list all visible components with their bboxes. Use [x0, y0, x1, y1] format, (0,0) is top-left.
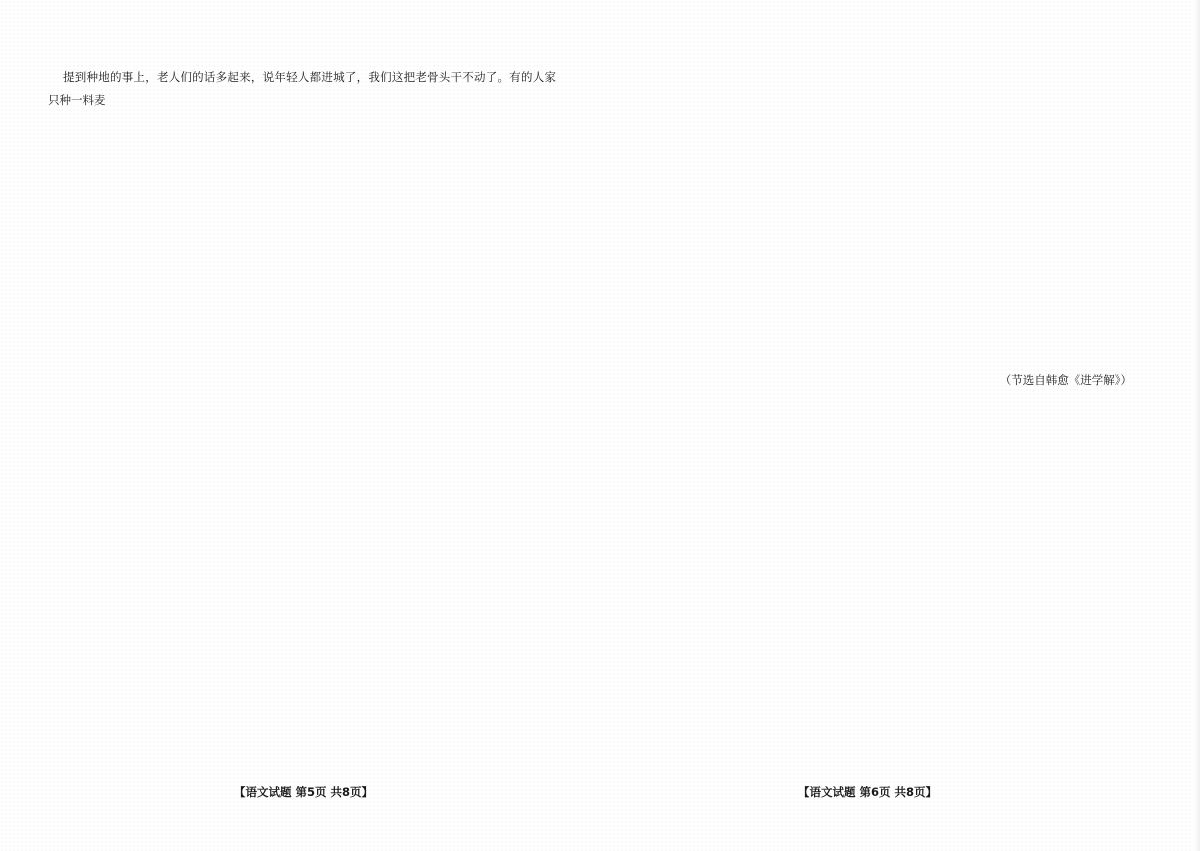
left-column — [48, 0, 556, 851]
opening-line: 提到种地的事上，老人们的话多起来，说年轻人都进城了，我们这把老骨头干不动了。有的人家只种一料麦 — [48, 70, 556, 107]
source-attribution: （节选自韩愈《进学解》） — [999, 373, 1132, 387]
page-edge-shadow — [1194, 0, 1200, 851]
footer-page-6: 【语文试题 第6页 共8页】 — [798, 785, 938, 799]
right-column — [612, 0, 1132, 851]
footer-page-5: 【语文试题 第5页 共8页】 — [234, 785, 374, 799]
